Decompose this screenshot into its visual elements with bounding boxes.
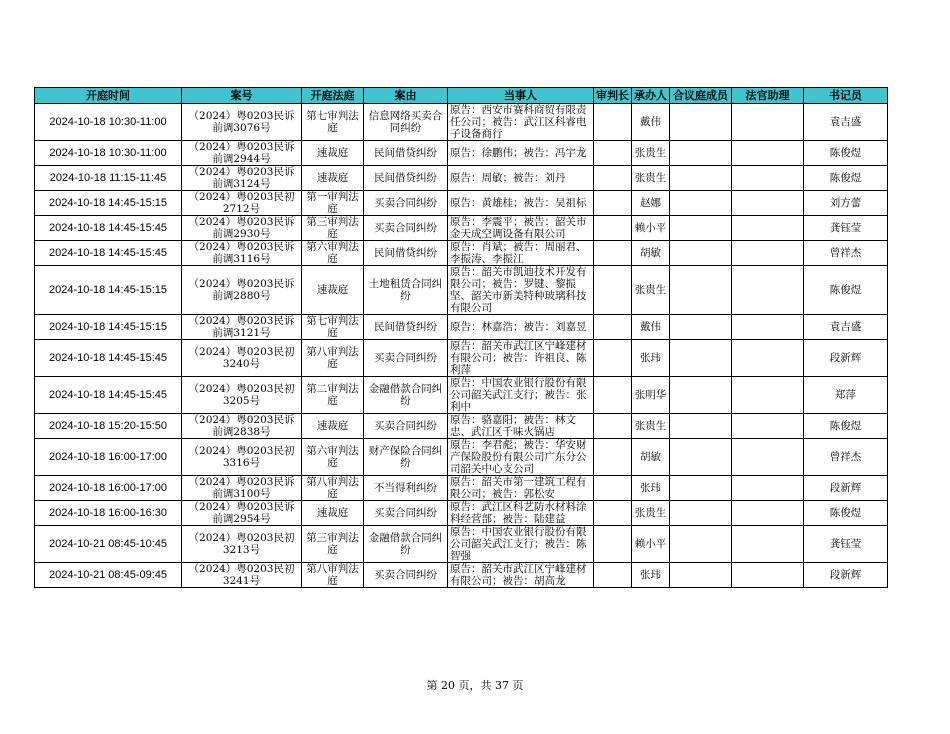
- cell-presiding: [594, 191, 632, 216]
- cell-presiding: [594, 377, 632, 414]
- cell-handler: 张贵生: [632, 166, 670, 191]
- table-row: [35, 414, 888, 439]
- cell-panel: [670, 340, 732, 377]
- cell-parties: 原告：中国农业银行股份有限公司韶关武江支行；被告：张利中: [448, 377, 594, 414]
- cell-court: 第六审判法庭: [302, 439, 364, 476]
- cell-case-no: （2024）粤0203民诉前调2838号: [182, 414, 302, 439]
- cell-time: 2024-10-18 15:20-15:50: [35, 414, 182, 439]
- cell-clerk: 段新辉: [804, 476, 888, 501]
- cell-time: 2024-10-18 14:45-15:45: [35, 216, 182, 241]
- cell-time: 2024-10-18 14:45-15:45: [35, 377, 182, 414]
- cell-assistant: [732, 266, 804, 315]
- cell-court: 第三审判法庭: [302, 526, 364, 563]
- cell-time: 2024-10-18 16:00-17:00: [35, 476, 182, 501]
- table-row: [35, 191, 888, 216]
- table-row: [35, 526, 888, 563]
- table-row: [35, 166, 888, 191]
- table-row: [35, 377, 888, 414]
- cell-panel: [670, 104, 732, 141]
- cell-clerk: 陈俊煜: [804, 141, 888, 166]
- cell-assistant: [732, 340, 804, 377]
- table-row: [35, 340, 888, 377]
- cell-clerk: 曾祥杰: [804, 241, 888, 266]
- cell-panel: [670, 501, 732, 526]
- cell-panel: [670, 141, 732, 166]
- cell-cause: 不当得利纠纷: [364, 476, 448, 501]
- cell-clerk: 曾祥杰: [804, 439, 888, 476]
- cell-assistant: [732, 526, 804, 563]
- cell-handler: 张贵生: [632, 266, 670, 315]
- cell-assistant: [732, 476, 804, 501]
- table-row: [35, 266, 888, 315]
- cell-panel: [670, 563, 732, 588]
- cell-time: 2024-10-18 11:15-11:45: [35, 166, 182, 191]
- cell-parties: 原告：骆嘉阳；被告：林文忠、武江区千味火锅店: [448, 414, 594, 439]
- cell-presiding: [594, 526, 632, 563]
- table-row: [35, 315, 888, 340]
- cell-time: 2024-10-18 14:45-15:15: [35, 266, 182, 315]
- cell-presiding: [594, 476, 632, 501]
- cell-cause: 民间借贷纠纷: [364, 315, 448, 340]
- cell-cause: 财产保险合同纠纷: [364, 439, 448, 476]
- table-row: [35, 141, 888, 166]
- cell-handler: 赖小平: [632, 216, 670, 241]
- cell-panel: [670, 377, 732, 414]
- cell-assistant: [732, 501, 804, 526]
- cell-time: 2024-10-21 08:45-09:45: [35, 563, 182, 588]
- cell-court: 第七审判法庭: [302, 104, 364, 141]
- table-row: [35, 563, 888, 588]
- cell-case-no: （2024）粤0203民初3213号: [182, 526, 302, 563]
- cell-assistant: [732, 191, 804, 216]
- col-header-parties: 当事人: [448, 88, 594, 104]
- cell-presiding: [594, 266, 632, 315]
- table-row: [35, 439, 888, 476]
- col-header-presiding: 审判长: [594, 88, 632, 104]
- cell-case-no: （2024）粤0203民初3240号: [182, 340, 302, 377]
- cell-clerk: 陈俊煜: [804, 501, 888, 526]
- cell-presiding: [594, 501, 632, 526]
- cell-court: 速裁庭: [302, 266, 364, 315]
- cell-case-no: （2024）粤0203民诉前调2954号: [182, 501, 302, 526]
- cell-case-no: （2024）粤0203民初3316号: [182, 439, 302, 476]
- cell-time: 2024-10-18 14:45-15:15: [35, 315, 182, 340]
- table-row: [35, 216, 888, 241]
- cell-parties: 原告：黄雄桂；被告：吴祖标: [448, 191, 594, 216]
- col-header-case-no: 案号: [182, 88, 302, 104]
- cell-parties: 原告：韶关市凯迪技术开发有限公司；被告：罗键、黎振坚、韶关市新美特种玻璃科技有限公司: [448, 266, 594, 315]
- cell-case-no: （2024）粤0203民诉前调3121号: [182, 315, 302, 340]
- cell-time: 2024-10-18 16:00-17:00: [35, 439, 182, 476]
- table-row: [35, 476, 888, 501]
- cell-time: 2024-10-18 14:45-15:15: [35, 191, 182, 216]
- cell-panel: [670, 216, 732, 241]
- cell-assistant: [732, 166, 804, 191]
- cell-court: 第三审判法庭: [302, 216, 364, 241]
- cell-clerk: 袁吉盛: [804, 104, 888, 141]
- cell-case-no: （2024）粤0203民初3241号: [182, 563, 302, 588]
- cell-panel: [670, 439, 732, 476]
- cell-clerk: 陈俊煜: [804, 414, 888, 439]
- cell-clerk: 袁吉盛: [804, 315, 888, 340]
- cell-cause: 买卖合同纠纷: [364, 191, 448, 216]
- cell-court: 速裁庭: [302, 166, 364, 191]
- cell-parties: 原告：韶关市武江区宁峰建材有限公司；被告：胡高龙: [448, 563, 594, 588]
- cell-assistant: [732, 216, 804, 241]
- cell-handler: 胡敏: [632, 241, 670, 266]
- cell-case-no: （2024）粤0203民初3205号: [182, 377, 302, 414]
- cell-court: 第七审判法庭: [302, 315, 364, 340]
- cell-case-no: （2024）粤0203民诉前调2944号: [182, 141, 302, 166]
- col-header-handler: 承办人: [632, 88, 670, 104]
- cell-clerk: 段新辉: [804, 340, 888, 377]
- cell-panel: [670, 191, 732, 216]
- cell-handler: 戴伟: [632, 104, 670, 141]
- cell-case-no: （2024）粤0203民诉前调3076号: [182, 104, 302, 141]
- cell-assistant: [732, 563, 804, 588]
- cell-parties: 原告：李君彪；被告：华安财产保险股份有限公司广东分公司韶关中心支公司: [448, 439, 594, 476]
- cell-cause: 买卖合同纠纷: [364, 216, 448, 241]
- cell-presiding: [594, 563, 632, 588]
- cell-presiding: [594, 141, 632, 166]
- col-header-panel: 合议庭成员: [670, 88, 732, 104]
- cell-court: 第六审判法庭: [302, 241, 364, 266]
- cell-assistant: [732, 414, 804, 439]
- cell-handler: 张明华: [632, 377, 670, 414]
- cell-panel: [670, 266, 732, 315]
- cell-clerk: 郑萍: [804, 377, 888, 414]
- cell-handler: 赵娜: [632, 191, 670, 216]
- cell-presiding: [594, 414, 632, 439]
- cell-case-no: （2024）粤0203民诉前调2930号: [182, 216, 302, 241]
- cell-time: 2024-10-18 14:45-15:45: [35, 340, 182, 377]
- cell-assistant: [732, 377, 804, 414]
- cell-assistant: [732, 315, 804, 340]
- page-footer: 第 20 页，共 37 页: [426, 679, 524, 692]
- cell-panel: [670, 414, 732, 439]
- cell-court: 第八审判法庭: [302, 340, 364, 377]
- cell-handler: 胡敏: [632, 439, 670, 476]
- cell-assistant: [732, 439, 804, 476]
- hearing-schedule-table: [34, 87, 888, 588]
- cell-cause: 买卖合同纠纷: [364, 501, 448, 526]
- cell-handler: 戴伟: [632, 315, 670, 340]
- cell-parties: 原告：中国农业银行股份有限公司韶关武江支行；被告：陈智强: [448, 526, 594, 563]
- col-header-court: 开庭法庭: [302, 88, 364, 104]
- cell-clerk: 刘方蕾: [804, 191, 888, 216]
- cell-clerk: 陈俊煜: [804, 166, 888, 191]
- cell-time: 2024-10-18 16:00-16:30: [35, 501, 182, 526]
- cell-cause: 土地租赁合同纠纷: [364, 266, 448, 315]
- cell-parties: 原告：西安市赛科商贸有限责任公司；被告：武江区科睿电子设备商行: [448, 104, 594, 141]
- cell-presiding: [594, 104, 632, 141]
- cell-time: 2024-10-21 08:45-10:45: [35, 526, 182, 563]
- cell-court: 第八审判法庭: [302, 476, 364, 501]
- cell-cause: 买卖合同纠纷: [364, 563, 448, 588]
- cell-time: 2024-10-18 14:45-15:45: [35, 241, 182, 266]
- cell-case-no: （2024）粤0203民诉前调3124号: [182, 166, 302, 191]
- cell-case-no: （2024）粤0203民诉前调3116号: [182, 241, 302, 266]
- cell-parties: 原告：韶关市武江区宁峰建材有限公司；被告：许祖良、陈利萍: [448, 340, 594, 377]
- table-row: [35, 501, 888, 526]
- cell-court: 速裁庭: [302, 141, 364, 166]
- cell-handler: 张玮: [632, 563, 670, 588]
- cell-case-no: （2024）粤0203民初2712号: [182, 191, 302, 216]
- cell-panel: [670, 476, 732, 501]
- cell-presiding: [594, 340, 632, 377]
- cell-court: 第八审判法庭: [302, 563, 364, 588]
- cell-cause: 买卖合同纠纷: [364, 414, 448, 439]
- cell-court: 第二审判法庭: [302, 377, 364, 414]
- cell-cause: 金融借款合同纠纷: [364, 377, 448, 414]
- header-row: [35, 88, 888, 104]
- cell-clerk: 陈俊煜: [804, 266, 888, 315]
- cell-presiding: [594, 241, 632, 266]
- cell-presiding: [594, 216, 632, 241]
- cell-cause: 金融借款合同纠纷: [364, 526, 448, 563]
- cell-assistant: [732, 241, 804, 266]
- cell-parties: 原告：周敏；被告：刘丹: [448, 166, 594, 191]
- cell-time: 2024-10-18 10:30-11:00: [35, 141, 182, 166]
- cell-time: 2024-10-18 10:30-11:00: [35, 104, 182, 141]
- cell-handler: 张玮: [632, 476, 670, 501]
- cell-cause: 民间借贷纠纷: [364, 241, 448, 266]
- cell-case-no: （2024）粤0203民诉前调3100号: [182, 476, 302, 501]
- cell-parties: 原告：韶关市第一建筑工程有限公司；被告：郭松安: [448, 476, 594, 501]
- cell-case-no: （2024）粤0203民诉前调2880号: [182, 266, 302, 315]
- cell-assistant: [732, 141, 804, 166]
- cell-handler: 张贵生: [632, 414, 670, 439]
- cell-court: 速裁庭: [302, 414, 364, 439]
- cell-handler: 张贵生: [632, 141, 670, 166]
- table-row: [35, 104, 888, 141]
- col-header-clerk: 书记员: [804, 88, 888, 104]
- cell-handler: 张贵生: [632, 501, 670, 526]
- cell-cause: 买卖合同纠纷: [364, 340, 448, 377]
- cell-parties: 原告：肖斌；被告：周丽君、李振涛、李振江: [448, 241, 594, 266]
- table-row: [35, 241, 888, 266]
- cell-cause: 民间借贷纠纷: [364, 166, 448, 191]
- col-header-cause: 案由: [364, 88, 448, 104]
- cell-presiding: [594, 166, 632, 191]
- cell-parties: 原告：林嘉浩；被告：刘嘉昱: [448, 315, 594, 340]
- col-header-assistant: 法官助理: [732, 88, 804, 104]
- cell-clerk: 龚钰莹: [804, 526, 888, 563]
- cell-clerk: 龚钰莹: [804, 216, 888, 241]
- cell-panel: [670, 241, 732, 266]
- cell-cause: 民间借贷纠纷: [364, 141, 448, 166]
- cell-presiding: [594, 315, 632, 340]
- cell-parties: 原告：李震平；被告：韶关市金天成空调设备有限公司: [448, 216, 594, 241]
- cell-panel: [670, 315, 732, 340]
- cell-parties: 原告：徐鹏伟；被告：冯宇龙: [448, 141, 594, 166]
- cell-assistant: [732, 104, 804, 141]
- cell-court: 第一审判法庭: [302, 191, 364, 216]
- cell-cause: 信息网络买卖合同纠纷: [364, 104, 448, 141]
- cell-court: 速裁庭: [302, 501, 364, 526]
- cell-clerk: 段新辉: [804, 563, 888, 588]
- cell-handler: 张玮: [632, 340, 670, 377]
- cell-panel: [670, 526, 732, 563]
- cell-presiding: [594, 439, 632, 476]
- cell-handler: 赖小平: [632, 526, 670, 563]
- col-header-time: 开庭时间: [35, 88, 182, 104]
- cell-parties: 原告：武江区科艺防水材料涂料经营部；被告：陆建益: [448, 501, 594, 526]
- cell-panel: [670, 166, 732, 191]
